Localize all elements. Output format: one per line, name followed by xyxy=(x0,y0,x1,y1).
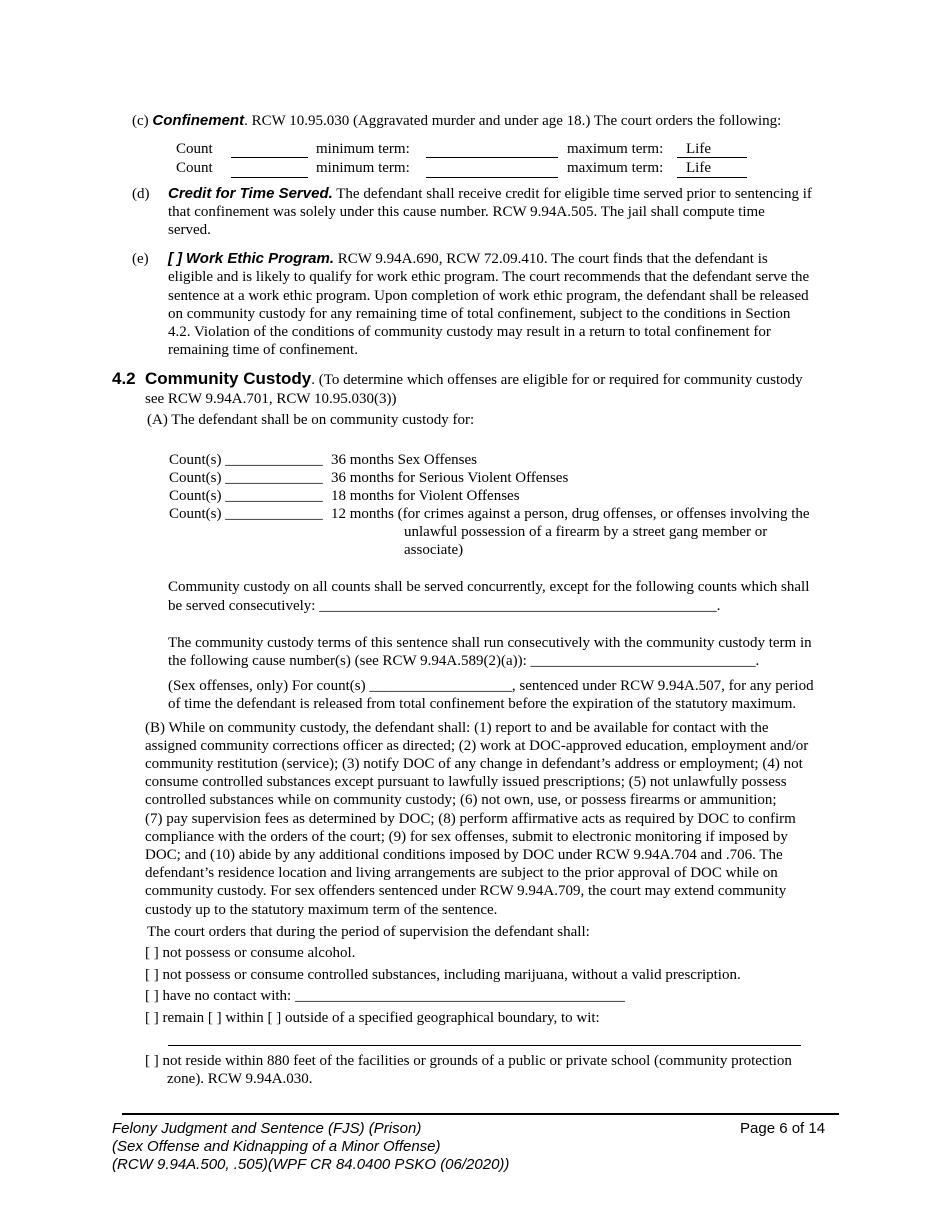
confinement-row-1-max-value: Life xyxy=(686,141,711,157)
section-b-line-3: community restitution (service); (3) notify DOC of any change in defendant’s address or employment; (4) not xyxy=(145,756,803,772)
section-d-line-3: served. xyxy=(168,222,211,238)
concurrent-line-1: Community custody on all counts shall be served concurrently, except for the following counts which shall xyxy=(168,579,810,595)
section-d-title: Credit for Time Served. xyxy=(168,185,333,202)
section-e-line-2: eligible and is likely to qualify for work ethic program. The court recommends that the defendant serve the xyxy=(168,269,810,285)
section-c-text: . RCW 10.95.030 (Aggravated murder and under age 18.) The court orders the following: xyxy=(244,113,782,129)
footer-title-line-2: (Sex Offense and Kidnapping of a Minor Offense) xyxy=(112,1138,441,1155)
section-e-line-6: remaining time of confinement. xyxy=(168,342,358,358)
footer-title-line-3: (RCW 9.94A.500, .505)(WPF CR 84.0400 PSKO (06/2020)) xyxy=(112,1156,510,1173)
custody-count-4-cont-2: associate) xyxy=(404,542,464,558)
section-b-line-10: community custody. For sex offenders sentenced under RCW 9.94A.709, the court may extend community xyxy=(145,883,787,899)
orders-intro: The court orders that during the period of supervision the defendant shall: xyxy=(147,924,590,940)
section-e-title: Work Ethic Program. xyxy=(185,250,335,267)
section-e-line-1 xyxy=(168,250,768,268)
work-ethic-checkbox[interactable]: [ ] xyxy=(168,250,183,267)
order-school-zone-line-2: zone). RCW 9.94A.030. xyxy=(167,1071,313,1087)
consecutive-line-2: the following cause number(s) (see RCW 9.94A.589(2)(a)): ______________________________. xyxy=(168,653,760,669)
order-no-alcohol[interactable]: [ ] not possess or consume alcohol. xyxy=(145,945,356,961)
section-4-2-number: 4.2 xyxy=(112,369,136,388)
confinement-row-2-count-blank[interactable] xyxy=(231,177,308,178)
section-c-title: Confinement xyxy=(152,112,245,129)
confinement-row-2-max-value: Life xyxy=(686,160,711,176)
section-b-line-9: defendant’s residence location and living arrangements are subject to the prior approval of DOC while on xyxy=(145,865,778,881)
confinement-row-1-min-label: minimum term: xyxy=(316,141,410,157)
footer-divider xyxy=(122,1113,839,1115)
section-b-line-2: assigned community corrections officer as directed; (2) work at DOC-approved education, employment and/or xyxy=(145,738,809,754)
sex-offenses-line-1: (Sex offenses, only) For count(s) ___________________, sentenced under RCW 9.94A.507, for any period xyxy=(168,678,814,694)
confinement-row-2-max-underline xyxy=(677,177,747,178)
confinement-row-2-min-blank[interactable] xyxy=(426,177,558,178)
order-no-controlled-substances[interactable]: [ ] not possess or consume controlled substances, including marijuana, without a valid prescription. xyxy=(145,967,741,983)
custody-count-4-cont-1: unlawful possession of a firearm by a street gang member or xyxy=(404,524,768,540)
section-b-line-5: controlled substances while on community custody; (6) not own, use, or possess firearms or ammunition; xyxy=(145,792,777,808)
confinement-row-1-max-underline xyxy=(677,157,747,158)
confinement-row-2-count: Count xyxy=(176,160,213,176)
section-e-label: (e) xyxy=(132,251,149,267)
section-c-label: (c) xyxy=(132,113,149,129)
custody-count-1-text: 36 months Sex Offenses xyxy=(331,452,477,468)
section-b-line-4: consume controlled substances except pursuant to lawfully issued prescriptions; (5) not unlawfully possess xyxy=(145,774,787,790)
section-4-2-title: Community Custody xyxy=(145,369,312,388)
confinement-row-1-min-blank[interactable] xyxy=(426,157,558,158)
section-b-line-1: (B) While on community custody, the defendant shall: (1) report to and be available for contact with the xyxy=(145,720,769,736)
section-e-line-5: 4.2. Violation of the conditions of community custody may result in a return to total confinement for xyxy=(168,324,771,340)
concurrent-line-2: be served consecutively: _____________________________________________________. xyxy=(168,598,721,614)
section-4-2-intro: . (To determine which offenses are eligible for or required for community custody xyxy=(311,372,803,388)
footer-title-line-1: Felony Judgment and Sentence (FJS) (Prison) xyxy=(112,1120,422,1137)
section-e-line-4: on community custody for any remaining time of total confinement, subject to the conditions in Section xyxy=(168,306,791,322)
custody-count-2-label: Count(s) _____________ xyxy=(169,470,323,486)
section-d-text: The defendant shall receive credit for eligible time served prior to sentencing if xyxy=(332,186,812,202)
section-d-line-1 xyxy=(168,185,812,203)
confinement-row-2-max-label: maximum term: xyxy=(567,160,664,176)
confinement-row-2-min-label: minimum term: xyxy=(316,160,410,176)
confinement-row-1-max-label: maximum term: xyxy=(567,141,664,157)
section-b-line-7: compliance with the orders of the court; (9) for sex offenses, submit to electronic monitoring if imposed by xyxy=(145,829,788,845)
custody-count-3-text: 18 months for Violent Offenses xyxy=(331,488,520,504)
section-e-line-3: sentence at a work ethic program. Upon completion of work ethic program, the defendant shall be released xyxy=(168,288,809,304)
custody-count-3-label: Count(s) _____________ xyxy=(169,488,323,504)
custody-count-2-text: 36 months for Serious Violent Offenses xyxy=(331,470,569,486)
page-number: Page 6 of 14 xyxy=(740,1120,826,1137)
section-e-text: RCW 9.94A.690, RCW 72.09.410. The court finds that the defendant is xyxy=(334,251,768,267)
consecutive-line-1: The community custody terms of this sentence shall run consecutively with the community custody term in xyxy=(168,635,812,651)
section-d-label: (d) xyxy=(132,186,150,202)
section-4-2-intro-2: see RCW 9.94A.701, RCW 10.95.030(3)) xyxy=(145,391,397,407)
section-b-line-11: custody up to the statutory maximum term of the sentence. xyxy=(145,902,498,918)
section-4-2-heading xyxy=(145,370,803,389)
section-b-line-8: DOC; and (10) abide by any additional conditions imposed by DOC under RCW 9.94A.704 and .706. The xyxy=(145,847,783,863)
section-c-heading xyxy=(132,112,781,130)
boundary-blank-line[interactable] xyxy=(168,1045,801,1046)
confinement-row-1-count: Count xyxy=(176,141,213,157)
section-d-line-2: that confinement was solely under this cause number. RCW 9.94A.505. The jail shall compute time xyxy=(168,204,765,220)
custody-count-1-label: Count(s) _____________ xyxy=(169,452,323,468)
section-a-intro: (A) The defendant shall be on community custody for: xyxy=(147,412,475,428)
section-b-line-6: (7) pay supervision fees as determined by DOC; (8) perform affirmative acts as required by DOC to confirm xyxy=(145,811,796,827)
order-geographic-boundary[interactable]: [ ] remain [ ] within [ ] outside of a specified geographical boundary, to wit: xyxy=(145,1010,600,1026)
custody-count-4-text: 12 months (for crimes against a person, drug offenses, or offenses involving the xyxy=(331,506,810,522)
confinement-row-1-count-blank[interactable] xyxy=(231,157,308,158)
custody-count-4-label: Count(s) _____________ xyxy=(169,506,323,522)
order-school-zone-line-1[interactable]: [ ] not reside within 880 feet of the facilities or grounds of a public or private school (community protection xyxy=(145,1053,792,1069)
sex-offenses-line-2: of time the defendant is released from total confinement before the expiration of the statutory maximum. xyxy=(168,696,797,712)
order-no-contact[interactable]: [ ] have no contact with: ____________________________________________ xyxy=(145,988,625,1004)
